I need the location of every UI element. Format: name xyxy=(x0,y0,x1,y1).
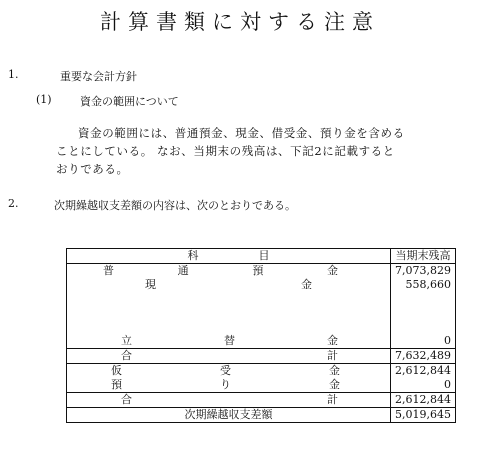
row-label-advance: 立 替 金 xyxy=(121,334,338,347)
section-1-heading: 重要な会計方針 xyxy=(60,70,137,83)
row-amount: 0 xyxy=(444,334,451,347)
subsection-1-heading: 資金の範囲について xyxy=(80,95,179,108)
row-amount: 5,019,645 xyxy=(395,408,451,421)
row-label-total-2: 合 計 xyxy=(121,393,339,406)
subject-header: 科 目 xyxy=(67,249,391,264)
row-amount: 7,073,829 xyxy=(395,264,451,277)
fund-scope-paragraph xyxy=(56,124,466,178)
row-label-total-1: 合 計 xyxy=(121,349,339,362)
paragraph-line-1: 資金の範囲には、普通預金、現金、借受金、預り金を含める xyxy=(78,126,405,140)
page-title: 計算書類に対する注意 xyxy=(100,10,380,34)
table-row xyxy=(67,364,456,379)
table-row xyxy=(67,278,456,292)
table-header-row xyxy=(67,249,456,264)
table-row xyxy=(67,408,456,423)
amount-header: 当期末残高 xyxy=(391,249,456,264)
table-row xyxy=(67,334,456,349)
row-label-temporary-receipt: 仮 受 金 xyxy=(111,364,340,377)
row-amount: 2,612,844 xyxy=(395,364,451,377)
row-label-deposits-received: 預 り 金 xyxy=(111,378,340,391)
paragraph-line-2: ことにしている。 なお、当期末の残高は、下記2に記載すると xyxy=(56,144,395,158)
row-label-cash: 現 金 xyxy=(145,278,313,291)
row-amount: 0 xyxy=(444,378,451,391)
section-1-number: 1. xyxy=(8,68,19,81)
table-row xyxy=(67,264,456,279)
row-label-carryover: 次期繰越収支差額 xyxy=(67,408,391,423)
section-2-number: 2. xyxy=(8,197,19,210)
balance-table xyxy=(66,248,456,423)
row-label-ordinary-deposit: 普 通 預 金 xyxy=(103,264,339,277)
row-amount: 558,660 xyxy=(405,278,451,291)
row-amount: 7,632,489 xyxy=(391,349,456,364)
table-row xyxy=(67,393,456,408)
row-amount: 2,612,844 xyxy=(391,393,456,408)
table-row xyxy=(67,349,456,364)
subsection-1-number: (1) xyxy=(36,93,52,106)
table-row xyxy=(67,378,456,393)
paragraph-line-3: おりである。 xyxy=(56,162,129,176)
section-2-text: 次期繰越収支差額の内容は、次のとおりである。 xyxy=(54,199,296,212)
